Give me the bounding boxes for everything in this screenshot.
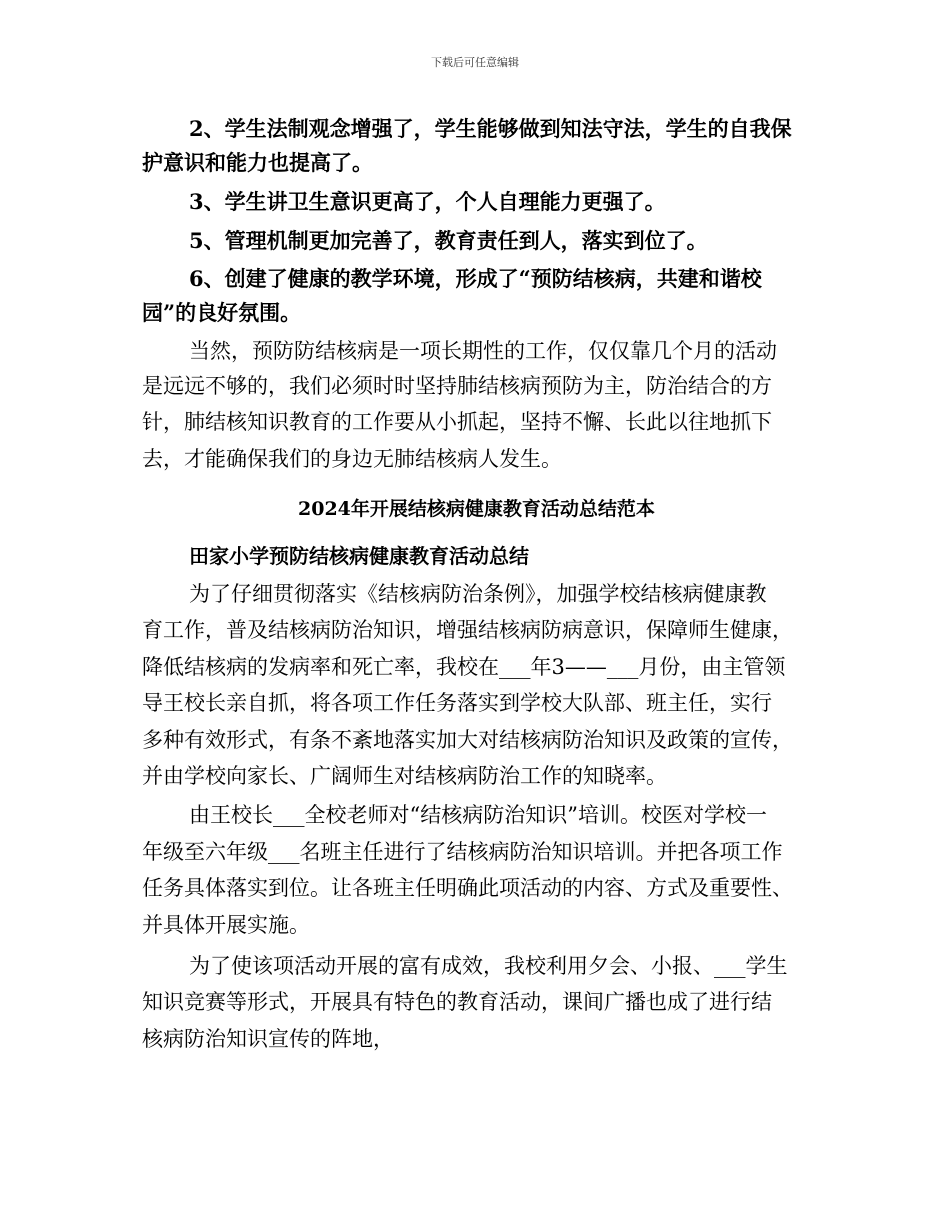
paragraph-line: 6、创建了健康的教学环境，形成了“预防结核病，共建和谐校 — [189, 266, 762, 291]
page-header: 下载后可任意编辑 — [431, 56, 519, 69]
paragraph-line: 并具体开展实施。 — [142, 913, 310, 937]
paragraph-line: 为了仔细贯彻落实《结核病防治条例》，加强学校结核病健康教 — [189, 582, 767, 606]
paragraph-line: 3、学生讲卫生意识更高了，个人自理能力更强了。 — [189, 189, 666, 214]
paragraph-line: 针，肺结核知识教育的工作要从小抓起，坚持不懈、长此以往地抓下 — [142, 410, 772, 434]
paragraph-line: 核病防治知识宣传的阵地， — [142, 1027, 394, 1051]
section-heading: 田家小学预防结核病健康教育活动总结 — [189, 544, 529, 568]
paragraph-line: 降低结核病的发病率和死亡率，我校在___年3——___月份，由主管领 — [142, 655, 786, 679]
paragraph-line: 育工作，普及结核病防治知识，增强结核病防病意识，保障师生健康， — [142, 618, 793, 642]
paragraph-line: 5、管理机制更加完善了，教育责任到人，落实到位了。 — [189, 228, 708, 253]
paragraph-line: 去，才能确保我们的身边无肺结核病人发生。 — [142, 447, 562, 471]
paragraph-line: 是远远不够的，我们必须时时坚持肺结核病预防为主，防治结合的方 — [142, 374, 772, 398]
paragraph-line: 当然，预防防结核病是一项长期性的工作，仅仅靠几个月的活动 — [189, 339, 777, 363]
paragraph-line: 园”的良好氛围。 — [142, 300, 302, 325]
paragraph-line: 为了使该项活动开展的富有成效，我校利用夕会、小报、___学生 — [189, 954, 788, 978]
paragraph-line: 2、学生法制观念增强了，学生能够做到知法守法，学生的自我保 — [189, 116, 792, 141]
paragraph-line: 知识竞赛等形式，开展具有特色的教育活动，课间广播也成了进行结 — [142, 990, 772, 1014]
paragraph-line: 多种有效形式，有条不紊地落实加大对结核病防治知识及政策的宣传， — [142, 728, 793, 752]
paragraph-line: 并由学校向家长、广阔师生对结核病防治工作的知晓率。 — [142, 764, 667, 788]
paragraph-line: 由王校长___全校老师对“结核病防治知识”培训。校医对学校一 — [189, 803, 767, 827]
paragraph-line: 年级至六年级___名班主任进行了结核病防治知识培训。并把各项工作 — [142, 840, 783, 864]
paragraph-line: 护意识和能力也提高了。 — [142, 150, 373, 175]
document-title: 2024年开展结核病健康教育活动总结范本 — [298, 498, 655, 520]
paragraph-line: 任务具体落实到位。让各班主任明确此项活动的内容、方式及重要性、 — [142, 876, 793, 900]
paragraph-line: 导王校长亲自抓，将各项工作任务落实到学校大队部、班主任，实行 — [142, 691, 772, 715]
